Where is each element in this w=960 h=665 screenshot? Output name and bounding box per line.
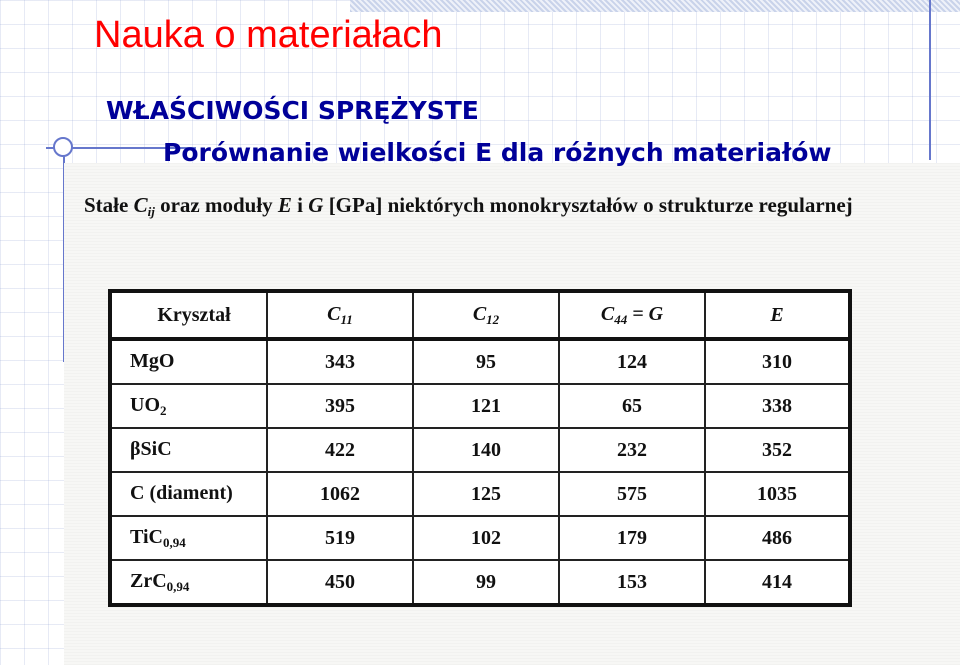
- c12-value: 102: [413, 516, 559, 560]
- crystal-name: ZrC$_{0,94}$: [110, 560, 267, 605]
- crystal-name: TiC$_{0,94}$: [110, 516, 267, 560]
- crystal-name: MgO: [110, 339, 267, 384]
- caption-symbol-ij: ij: [147, 204, 155, 219]
- c11-value: 395: [267, 384, 413, 428]
- table-row: [110, 560, 850, 605]
- e-value: 338: [705, 384, 850, 428]
- c12-value: 95: [413, 339, 559, 384]
- table-row: [110, 516, 850, 560]
- e-value: 1035: [705, 472, 850, 516]
- table-header-row: [110, 291, 850, 339]
- crystal-name: $UO_2$: [110, 384, 267, 428]
- table-row: [110, 339, 850, 384]
- c11-value: 519: [267, 516, 413, 560]
- elastic-constants-table: [108, 289, 852, 607]
- c44-value: 575: [559, 472, 705, 516]
- c44-value: 232: [559, 428, 705, 472]
- header-e: E: [705, 291, 850, 339]
- header-c11: $C_{11}$: [267, 291, 413, 339]
- c44-value: 65: [559, 384, 705, 428]
- table-row: [110, 428, 850, 472]
- c12-value: 121: [413, 384, 559, 428]
- crystal-name: βSiC: [110, 428, 267, 472]
- right-decoration-line: [929, 0, 931, 160]
- slide-subtitle: Porównanie wielkości E dla różnych materiałów: [163, 138, 832, 167]
- caption-symbol-e: E: [277, 193, 292, 217]
- header-c12: $C_{12}$: [413, 291, 559, 339]
- caption-part: oraz moduły: [154, 193, 278, 217]
- header-decoration-bar: [350, 0, 960, 12]
- scanned-table-image: [64, 163, 960, 665]
- slide-title: Nauka o materiałach: [94, 14, 443, 56]
- c44-value: 179: [559, 516, 705, 560]
- caption-symbol-c: C: [133, 193, 148, 217]
- c44-value: 124: [559, 339, 705, 384]
- c44-value: 153: [559, 560, 705, 605]
- c12-value: 99: [413, 560, 559, 605]
- caption-part: i: [291, 193, 309, 217]
- c11-value: 1062: [267, 472, 413, 516]
- header-c44: $C_{44} = G$: [559, 291, 705, 339]
- section-title: WŁAŚCIWOŚCI SPRĘŻYSTE: [106, 96, 479, 125]
- e-value: 352: [705, 428, 850, 472]
- table-caption: [84, 191, 954, 226]
- e-value: 414: [705, 560, 850, 605]
- caption-part: Stałe: [84, 193, 134, 217]
- bullet-circle-icon: [53, 137, 73, 157]
- caption-part: [GPa] niektórych monokryształów o strukturze regularnej: [323, 193, 853, 217]
- c11-value: 450: [267, 560, 413, 605]
- table-row: [110, 472, 850, 516]
- c12-value: 125: [413, 472, 559, 516]
- table-row: [110, 384, 850, 428]
- c11-value: 422: [267, 428, 413, 472]
- e-value: 486: [705, 516, 850, 560]
- c12-value: 140: [413, 428, 559, 472]
- caption-symbol-g: G: [308, 193, 324, 217]
- e-value: 310: [705, 339, 850, 384]
- c11-value: 343: [267, 339, 413, 384]
- crystal-name: C (diament): [110, 472, 267, 516]
- header-crystal: Kryształ: [110, 291, 267, 339]
